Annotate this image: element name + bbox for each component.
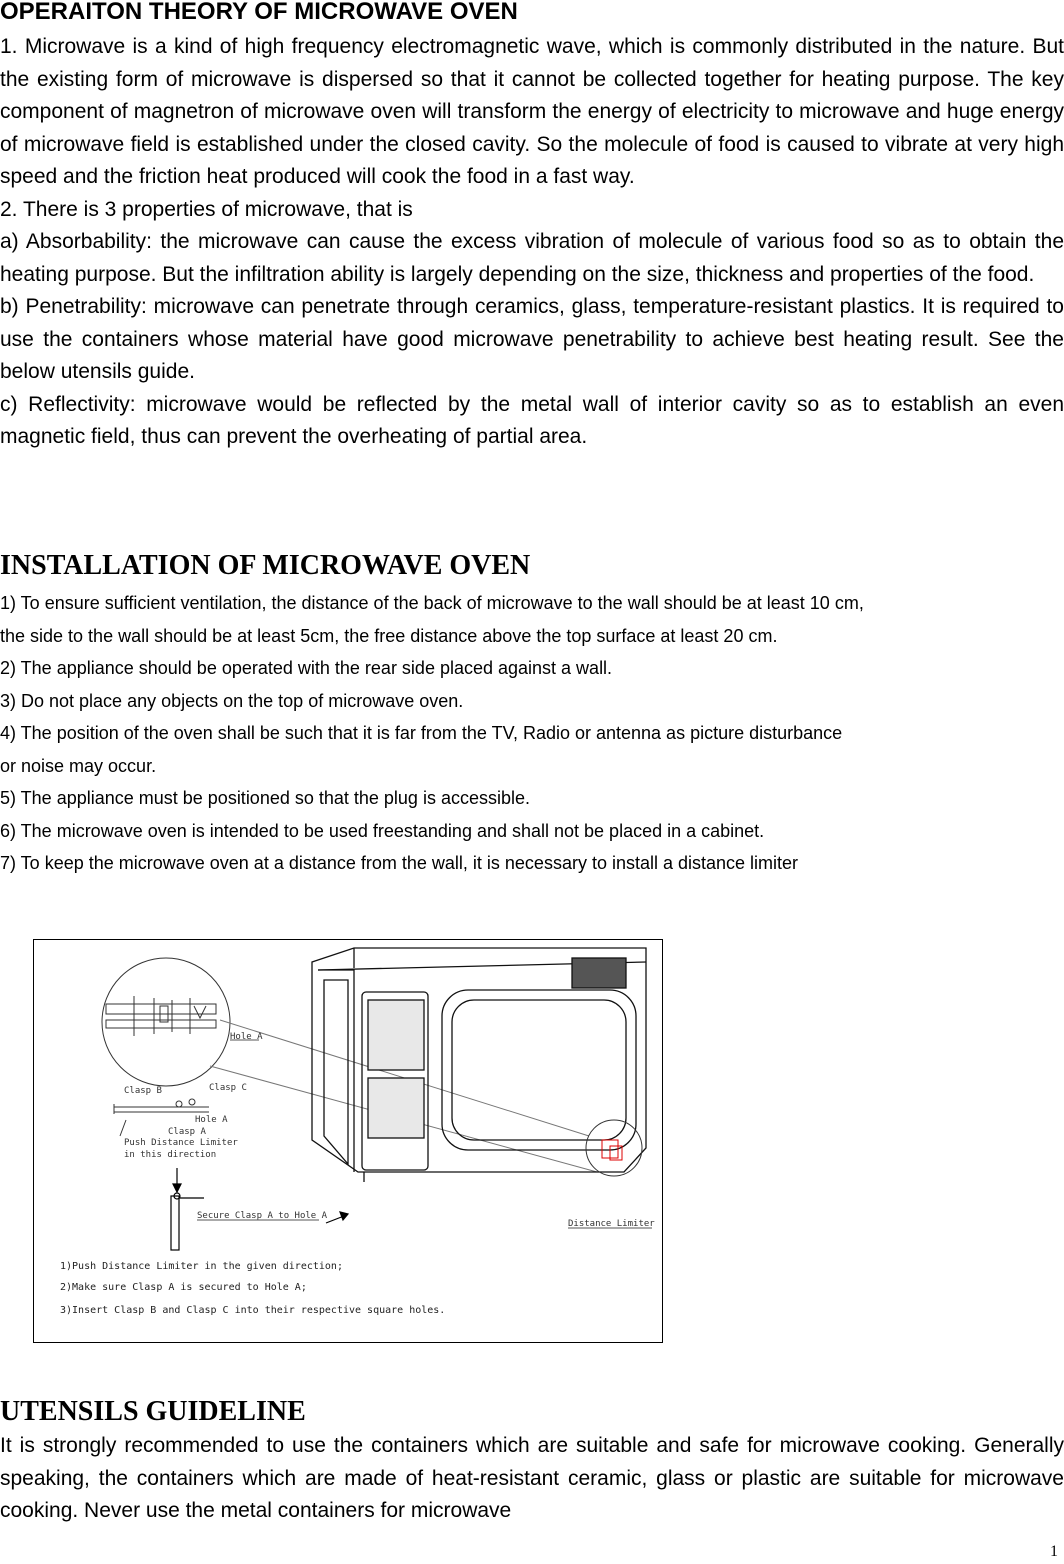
paragraph-penetrability: b) Penetrability: microwave can penetrate through ceramics, glass, temperature-resistant plastics. It is required to use the containers whose material have good microwave penetrability to achieve best heating result. See the below utensils guide.	[0, 295, 1064, 383]
installation-item: 1) To ensure sufficient ventilation, the distance of the back of microwave to the wall should be at least 10 cm,	[0, 593, 864, 613]
installation-item: or noise may occur.	[0, 755, 157, 776]
installation-item: 6) The microwave oven is intended to be used freestanding and shall not be placed in a cabinet.	[0, 820, 765, 841]
operation-theory-body	[0, 31, 1064, 454]
target-magnifier	[586, 1120, 642, 1176]
secured-view	[171, 1168, 348, 1250]
label-clasp-a: Clasp A	[168, 1127, 206, 1137]
label-hole-a: Hole A	[195, 1115, 228, 1125]
paragraph-2: 2. There is 3 properties of microwave, that is	[0, 197, 413, 221]
installation-heading: INSTALLATION OF MICROWAVE OVEN	[0, 550, 531, 581]
label-hole-a-top: Hole A	[230, 1032, 263, 1042]
installation-item: 3) Do not place any objects on the top of microwave oven.	[0, 690, 464, 711]
microwave-oven-back	[312, 948, 646, 1182]
step-3: 3)Insert Clasp B and Clasp C into their respective square holes.	[60, 1305, 446, 1316]
label-clasp-c: Clasp C	[209, 1083, 247, 1093]
paragraph-1: 1. Microwave is a kind of high frequency electromagnetic wave, which is commonly distributed in the nature. But the existing form of microwave is dispersed so that it cannot be collected together for heating purpose. The key component of magnetron of microwave oven will transform the energy of electricity to microwave and huge energy of microwave field is established under the closed cavity. So the molecule of food is caused to vibrate at very high speed and the friction heat produced will cook the food in a fast way.	[0, 35, 1064, 188]
step-1: 1)Push Distance Limiter in the given direction;	[60, 1261, 343, 1272]
installation-item: 7) To keep the microwave oven at a distance from the wall, it is necessary to install a distance limiter	[0, 853, 799, 873]
utensils-heading: UTENSILS GUIDELINE	[0, 1396, 306, 1427]
distance-limiter-diagram	[33, 939, 663, 1343]
utensils-paragraph: It is strongly recommended to use the containers which are suitable and safe for microwave cooking. Generally speaking, the containers which are made of heat-resistant ceramic, glass or plastic are suitable for microwave cooking. Never use the metal containers for microwave	[0, 1434, 1064, 1522]
diagram-illustration	[34, 940, 664, 1344]
installation-item: 5) The appliance must be positioned so that the plug is accessible.	[0, 788, 530, 808]
page-number: 1	[1050, 1543, 1058, 1560]
label-secure: Secure Clasp A to Hole A	[197, 1211, 328, 1221]
utensils-body	[0, 1430, 1064, 1528]
paragraph-absorbability: a) Absorbability: the microwave can cause the excess vibration of molecule of various food so as to obtain the heating purpose. But the infiltration ability is largely depending on the size, thickness and properties of the food.	[0, 230, 1064, 286]
label-clasp-b: Clasp B	[124, 1086, 162, 1096]
label-distance-limiter: Distance Limiter	[568, 1219, 655, 1229]
operation-theory-heading: OPERAITON THEORY OF MICROWAVE OVEN	[0, 0, 518, 25]
installation-item: 4) The position of the oven shall be such that it is far from the TV, Radio or antenna as picture disturbance	[0, 723, 843, 743]
installation-list	[0, 587, 1064, 880]
installation-item: the side to the wall should be at least 5cm, the free distance above the top surface at least 20 cm.	[0, 625, 778, 646]
step-2: 2)Make sure Clasp A is secured to Hole A;	[60, 1282, 307, 1293]
label-push-line2: in this direction	[124, 1150, 217, 1160]
label-push-line1: Push Distance Limiter	[124, 1138, 238, 1148]
installation-item: 2) The appliance should be operated with the rear side placed against a wall.	[0, 658, 613, 678]
paragraph-reflectivity: c) Reflectivity: microwave would be reflected by the metal wall of interior cavity so as to establish an even magnetic field, thus can prevent the overheating of partial area.	[0, 392, 1064, 448]
